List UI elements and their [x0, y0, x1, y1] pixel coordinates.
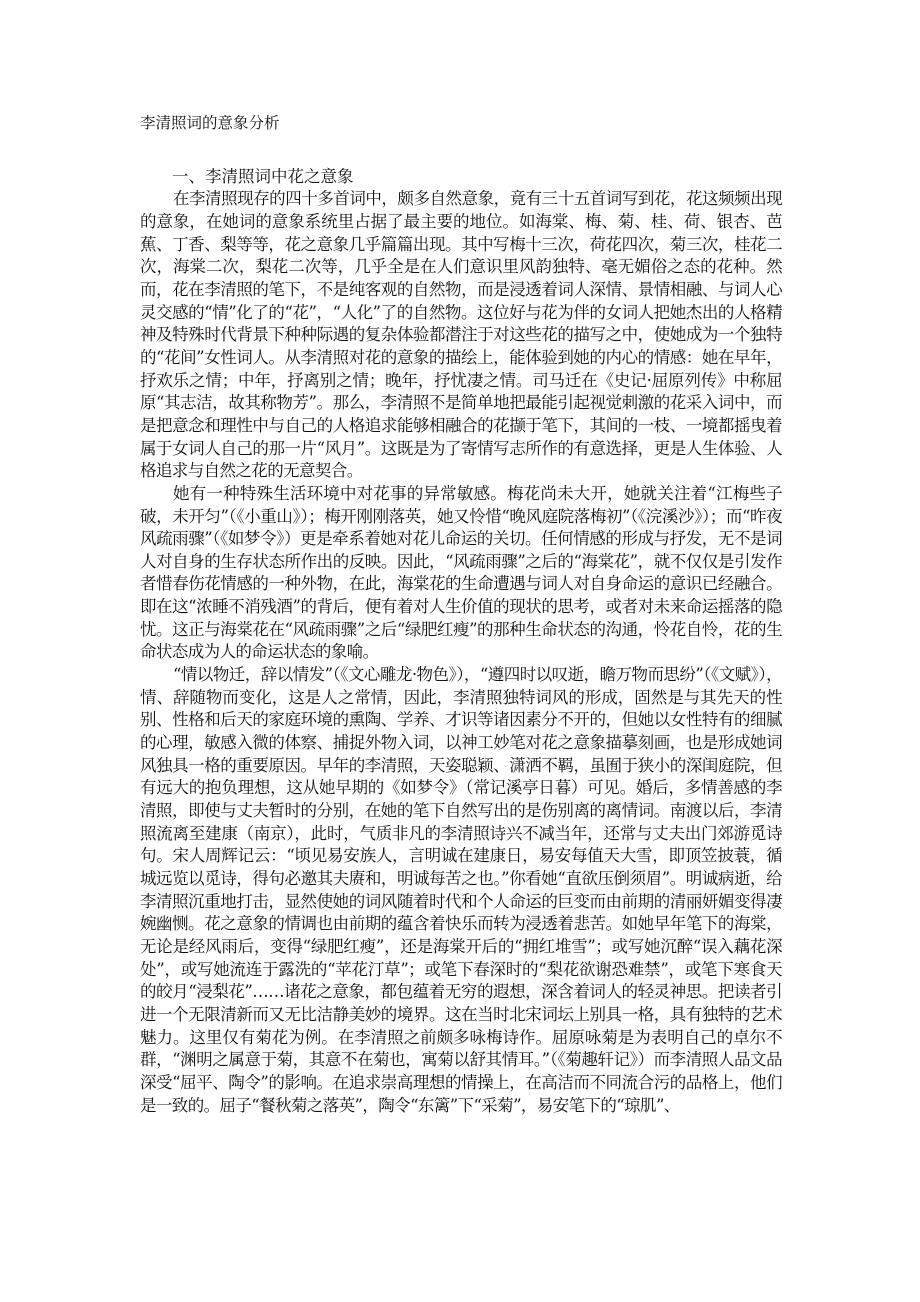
paragraph-2: 她有一种特殊生活环境中对花事的异常敏感。梅花尚未大开，她就关注着“江梅些子破，未开匀”（《小重山》）；梅开刚刚落英，她又怜惜“晚风庭院落梅初”（《浣溪沙》）；而“昨夜风疏雨骤”（《如梦令》）更是牵系着她对花儿命运的关切。任何情感的形成与抒发，无不是词人对自身的生存状态所作出的反映。因此，“风疏雨骤”之后的“海棠花”，就不仅仅是引发作者惜春伤花情感的一种外物，在此，海棠花的生命遭遇与词人对自身命运的意识已经融合。即在这“浓睡不消残酒”的背后，便有着对人生价值的现状的思考，或者对未来命运摇落的隐忧。这正与海棠花在“风疏雨骤”之后“绿肥红瘦”的那种生命状态的沟通，怜花自怜，花的生命状态成为人的命运状态的象喻。 — [140, 483, 782, 662]
section-heading: 一、李清照词中花之意象 — [172, 166, 354, 186]
document-title: 李清照词的意象分析 — [140, 114, 280, 132]
paragraph-3: “情以物迁，辞以情发”（《文心雕龙·物色》），“遵四时以叹逝，瞻万物而思纷”（《文赋》），情、辞随物而变化，这是人之常情，因此，李清照独特词风的形成，固然是与其先天的性别、性格和后天的家庭环境的熏陶、学养、才识等诸因素分不开的，但她以女性特有的细腻的心理，敏感入微的体察、捕捉外物入词，以神工妙笔对花之意象描摹刻画，也是形成她词风独具一格的重要原因。早年的李清照，天姿聪颖、潇洒不羁，虽囿于狭小的深闺庭院，但有远大的抱负理想，这从她早期的《如梦令》（常记溪亭日暮）可见。婚后，多情善感的李清照，即使与丈夫暂时的分别，在她的笔下自然写出的是伤别离的离情词。南渡以后，李清照流离至建康（南京），此时，气质非凡的李清照诗兴不减当年，还常与丈夫出门郊游觅诗句。宋人周辉记云：“顷见易安族人，言明诚在建康日，易安每值天大雪，即顶笠披蓑，循城远览以觅诗，得句必邀其夫赓和，明诚每苦之也。”你看她“直欲压倒须眉”。明诚病逝，给李清照沉重地打击，显然使她的词风随着时代和个人命运的巨变而由前期的清丽妍媚变得凄婉幽恻。花之意象的情调也由前期的蕴含着快乐而转为浸透着悲苦。如她早年笔下的海棠，无论是经风雨后，变得“绿肥红瘦”，还是海棠开后的“拥红堆雪”；或写她沉醉“误入藕花深处”，或写她流连于露洗的“苹花汀草”；或笔下春深时的“梨花欲谢恐难禁”，或笔下寒食天的皎月“浸梨花”……诸花之意象，都包蕴着无穷的遐想，深含着词人的轻灵神思。把读者引进一个无限清新而又无比洁静美妙的境界。这在当时北宋词坛上别具一格，具有独特的艺术魅力。这里仅有菊花为例。在李清照之前颇多咏梅诗作。屈原咏菊是为表明自己的卓尔不群，“渊明之属意于菊，其意不在菊也，寓菊以舒其情耳。”（《菊趣轩记》）而李清照人品文品深受“屈平、陶令”的影响。在追求崇高理想的情操上，在高洁而不同流合污的品格上，他们是一致的。屈子“餐秋菊之落英”，陶令“东篱”下“采菊”，易安笔下的“琼肌”、 — [140, 665, 782, 1115]
document-page — [140, 112, 782, 1117]
paragraph-1: 在李清照现存的四十多首词中，颇多自然意象，竟有三十五首词写到花，花这频频出现的意象，在她词的意象系统里占据了最主要的地位。如海棠、梅、菊、桂、荷、银杏、芭蕉、丁香、梨等等，花之意象几乎篇篇出现。其中写梅十三次，荷花四次，菊三次，桂花二次，海棠二次，梨花二次等，几乎全是在人们意识里风韵独特、毫无媚俗之态的花种。然而，花在李清照的笔下，不是纯客观的自然物，而是浸透着词人深情、景情相融、与词人心灵交感的“情”化了的“花”，“人化”了的自然物。这位好与花为伴的女词人把她杰出的人格精神及特殊时代背景下种种际遇的复杂体验都潜注于对这些花的描写之中，使她成为一个独特的“花间”女性词人。从李清照对花的意象的描绘上，能体验到她的内心的情感：她在早年，抒欢乐之情；中年，抒离别之情；晚年，抒忧凄之情。司马迁在《史记·屈原列传》中称屈原“其志洁，故其称物芳”。那么，李清照不是简单地把最能引起视觉刺激的花采入词中，而是把意念和理性中与自己的人格追求能够相融合的花撷于笔下，其间的一枝、一境都摇曳着属于女词人自己的那一片“风月”。这既是为了寄情写志所作的有意选择，更是人生体验、人格追求与自然之花的无意契合。 — [140, 189, 782, 481]
